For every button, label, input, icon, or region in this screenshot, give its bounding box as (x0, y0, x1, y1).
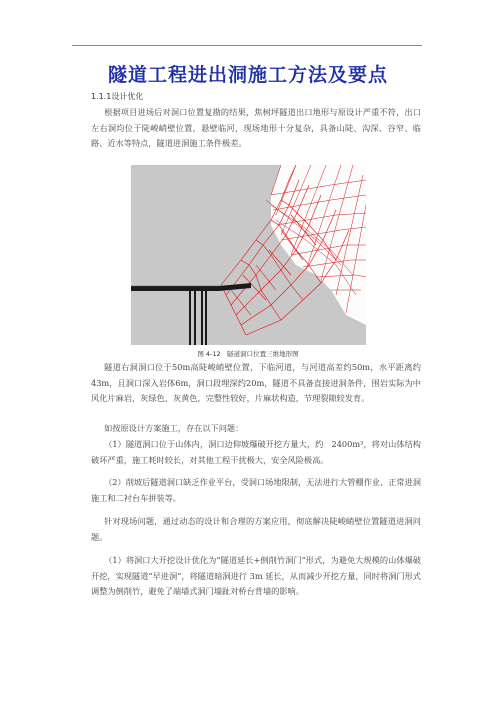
section-heading: 1.1.1设计优化 (91, 92, 144, 101)
paragraph-4: （1）隧道洞口位于山体内，洞口边仰坡爆破开挖方量大，约 2400m³，将对山体结构破坏严重，施工耗时较长，对其他工程干扰极大，安全风险极高。 (91, 439, 421, 465)
page-title: 隧道工程进出洞施工方法及要点 (107, 64, 388, 86)
terrain-3d-image (131, 165, 366, 345)
paragraph-2: 隧道右洞洞口位于50m高陡峻峭壁位置，下临河道，与河道高差约50m，水平距离约43m，且洞口深入岩体6m，洞口段埋深约20m，隧道不具备直接进洞条件，围岩实际为中风化片麻岩，灰绿色、灰黄色，完整性较好，片麻状构造，节理裂隙较发育。 (91, 362, 421, 403)
paragraph-3: 如按原设计方案施工，存在以下问题： (104, 423, 244, 433)
paragraph-5: （2）削坡后隧道洞口缺乏作业平台，受洞口场地限制，无法进行大管棚作业、正常进洞施工和二衬台车拼装等。 (91, 477, 421, 503)
paragraph-7: （1）将洞口大开挖设计优化为“隧道延长+倒削竹洞门”形式，为避免大规模的山体爆破开挖，实现隧道“早进洞”，将隧道暗洞进行 3m 延长，从而减少开挖方量，同时将洞门形式调整为倒削竹，避免了端墙式洞门墙趾对桥台背墙的影响。 (91, 555, 421, 596)
terrain-figure (131, 165, 366, 345)
figure-caption: 图 4-12 隧道洞口位置三维地形图 (197, 350, 299, 358)
paragraph-6: 针对现场问题，通过动态的设计和合理的方案应用，彻底解决陡峻峭壁位置隧道进洞问题。 (91, 516, 421, 542)
paragraph-1: 根据项目进场后对洞口位置复勘的结果，焦树坪隧道出口地形与原设计严重不符，出口左右洞均位于陡峻峭壁位置，悬壁临河，现场地形十分复杂，具备山陡、沟深、谷窄、临路、近水等特点，隧道进洞施工条件极差。 (91, 107, 421, 148)
header-rule (72, 45, 422, 46)
